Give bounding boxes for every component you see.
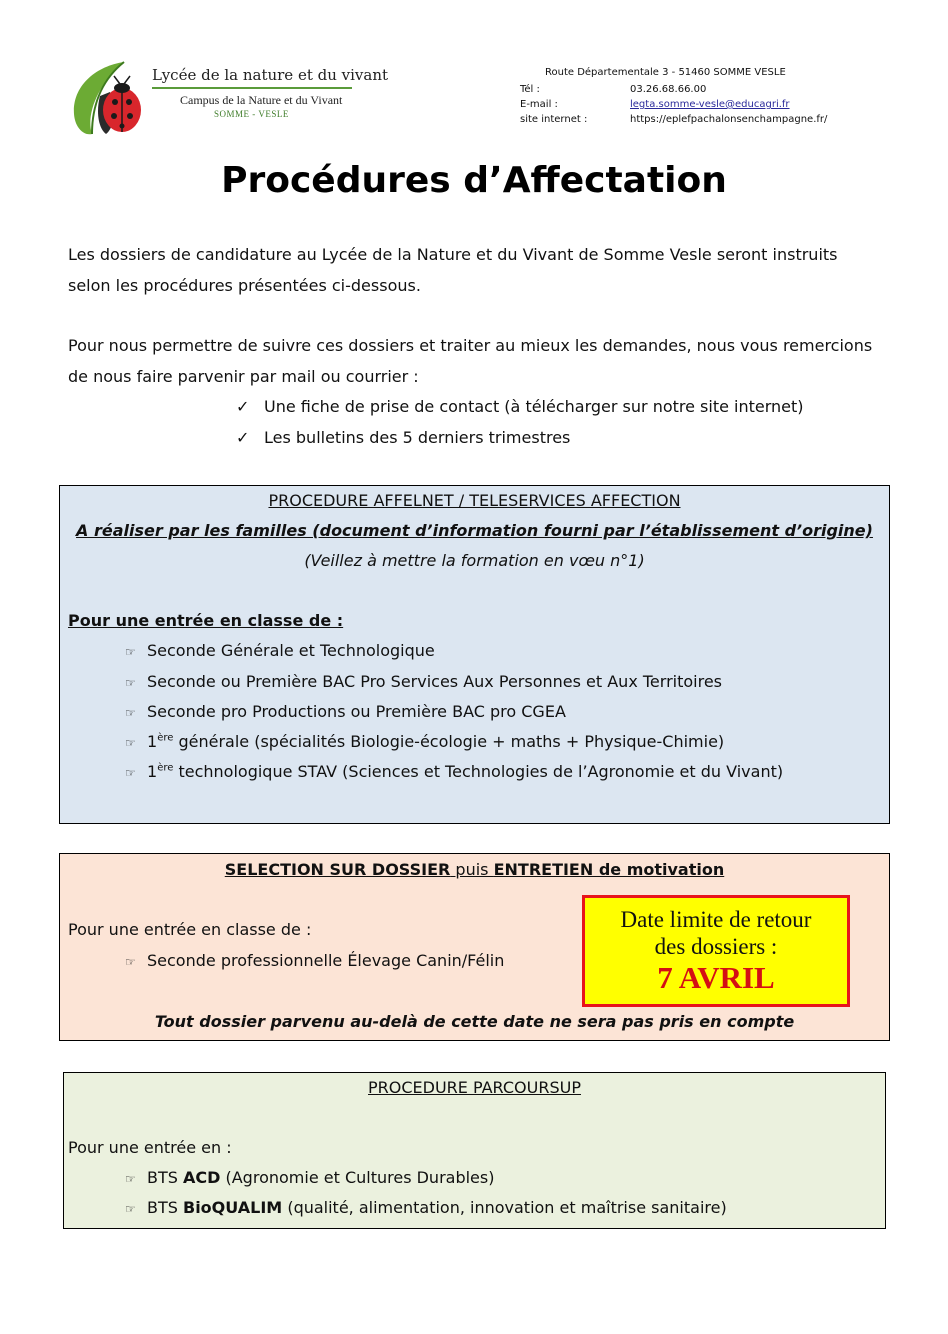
pointing-hand-icon: ☞ — [125, 736, 136, 750]
parcoursup-heading: PROCEDURE PARCOURSUP — [368, 1078, 581, 1097]
affelnet-heading: PROCEDURE AFFELNET / TELESERVICES AFFECTION — [268, 491, 681, 510]
intro-paragraph-2 — [68, 330, 888, 392]
deadline-callout — [582, 895, 850, 1007]
parcoursup-list-item: ☞ BTS ACD (Agronomie et Cultures Durables) — [125, 1168, 495, 1187]
document-checklist — [236, 391, 804, 453]
logo-title: Lycée de la nature et du vivant — [152, 66, 389, 84]
affelnet-note: (Veillez à mettre la formation en vœu n°1) — [304, 551, 645, 570]
pointing-hand-icon: ☞ — [125, 955, 136, 969]
email-link[interactable]: legta.somme-vesle@educagri.fr — [630, 99, 790, 110]
intro-paragraph-1 — [68, 239, 888, 301]
affelnet-list-item: ☞ Seconde pro Productions ou Première BAC pro CGEA — [125, 702, 566, 721]
intro-line: Pour nous permettre de suivre ces dossiers et traiter au mieux les demandes, nous vous remercions — [68, 336, 873, 355]
email-label: E-mail : — [520, 99, 558, 110]
intro-line: Les dossiers de candidature au Lycée de la Nature et du Vivant de Somme Vesle seront instruits — [68, 245, 838, 264]
parcoursup-entry-label: Pour une entrée en : — [68, 1138, 232, 1157]
contact-web-row — [520, 114, 827, 129]
pointing-hand-icon: ☞ — [125, 676, 136, 690]
pointing-hand-icon: ☞ — [125, 766, 136, 780]
affelnet-procedure-box — [59, 485, 890, 824]
tel-label: Tél : — [520, 84, 540, 95]
selection-heading: SELECTION SUR DOSSIER puis ENTRETIEN de motivation — [224, 860, 725, 879]
affelnet-entry-label: Pour une entrée en classe de : — [68, 611, 344, 630]
school-logo — [66, 56, 389, 146]
affelnet-subheading: A réaliser par les familles (document d’information fourni par l’établissement d’origine) — [76, 521, 873, 540]
selection-warning: Tout dossier parvenu au-delà de cette date ne sera pas pris en compte — [154, 1012, 795, 1031]
checklist-item-text: Une fiche de prise de contact (à télécharger sur notre site internet) — [264, 397, 804, 416]
deadline-line-1: Date limite de retour — [620, 907, 812, 932]
contact-tel-row — [520, 84, 827, 99]
logo-underline — [152, 87, 352, 89]
logo-location: SOMME - VESLE — [214, 109, 289, 119]
checklist-item — [236, 422, 804, 453]
intro-line: selon les procédures présentées ci-dessous. — [68, 276, 421, 295]
deadline-date: 7 AVRIL — [657, 960, 775, 995]
page-title: Procédures d’Affectation — [221, 160, 727, 201]
affelnet-list-item: ☞ 1ère technologique STAV (Sciences et Technologies de l’Agronomie et du Vivant) — [125, 762, 784, 781]
web-label: site internet : — [520, 114, 588, 125]
parcoursup-list-item: ☞ BTS BioQUALIM (qualité, alimentation, innovation et maîtrise sanitaire) — [125, 1198, 727, 1217]
checklist-item — [236, 391, 804, 422]
affelnet-list-item: ☞ 1ère générale (spécialités Biologie-écologie + maths + Physique-Chimie) — [125, 732, 725, 751]
pointing-hand-icon: ☞ — [125, 1172, 136, 1186]
selection-entry-label: Pour une entrée en classe de : — [68, 920, 312, 939]
ladybug-leaf-icon — [66, 56, 152, 142]
pointing-hand-icon: ☞ — [125, 645, 136, 659]
deadline-line-2: des dossiers : — [654, 934, 778, 959]
web-link[interactable]: https://eplefpachalonsenchampagne.fr/ — [630, 114, 828, 125]
logo-subtitle: Campus de la Nature et du Vivant — [180, 93, 343, 107]
selection-list-item: ☞ Seconde professionnelle Élevage Canin/Félin — [125, 951, 505, 970]
pointing-hand-icon: ☞ — [125, 706, 136, 720]
contact-block — [520, 67, 827, 129]
affelnet-list-item: ☞ Seconde ou Première BAC Pro Services Aux Personnes et Aux Territoires — [125, 672, 723, 691]
affelnet-list-item: ☞ Seconde Générale et Technologique — [125, 641, 435, 660]
pointing-hand-icon: ☞ — [125, 1202, 136, 1216]
tel-value: 03.26.68.66.00 — [630, 84, 707, 95]
contact-address: Route Départementale 3 - 51460 SOMME VESLE — [545, 67, 786, 78]
parcoursup-procedure-box — [63, 1072, 886, 1229]
check-icon: ✓ — [236, 397, 250, 416]
checklist-item-text: Les bulletins des 5 derniers trimestres — [264, 428, 571, 447]
check-icon: ✓ — [236, 428, 250, 447]
contact-email-row — [520, 99, 827, 114]
intro-line: de nous faire parvenir par mail ou courrier : — [68, 367, 419, 386]
